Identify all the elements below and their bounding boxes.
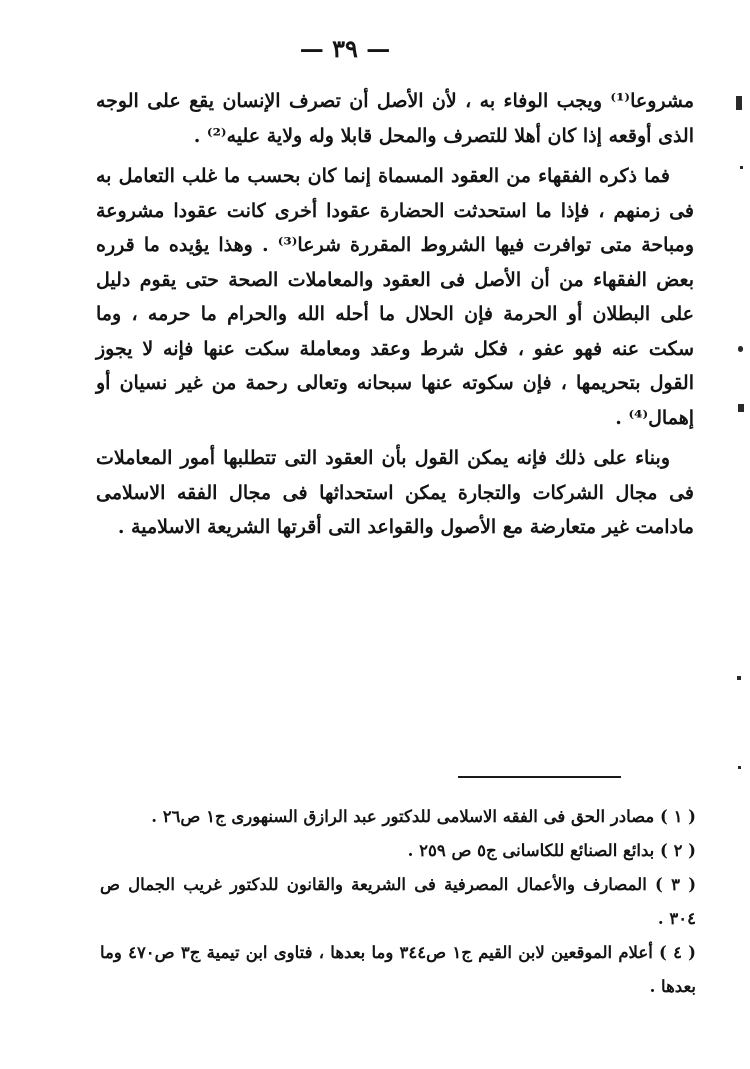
scan-mark [738, 404, 744, 412]
footnote-3: ( ٣ ) المصارف والأعمال المصرفية فى الشريعة والقانون للدكتور غريب الجمال ص ٣٠٤ . [100, 875, 696, 928]
footnote-4: ( ٤ ) أعلام الموقعين لابن القيم ج١ ص٣٤٤ وما بعدها ، فتاوى ابن تيمية ج٣ ص٤٧٠ وما بعدها . [100, 943, 696, 996]
footnote-1: ( ١ ) مصادر الحق فى الفقه الاسلامى للدكتور عبد الرازق السنهورى ج١ ص٢٦ . [151, 807, 696, 826]
scan-mark [736, 96, 742, 110]
main-text [96, 84, 694, 545]
scan-mark [738, 346, 743, 352]
scan-mark [737, 676, 741, 680]
scan-mark [738, 766, 741, 769]
footnote-separator [458, 776, 621, 778]
footnote-2: ( ٢ ) بدائع الصنائع للكاسانى ج٥ ص ٢٥٩ . [407, 841, 696, 860]
paragraph-2: فما ذكره الفقهاء من العقود المسماة إنما كان بحسب ما غلب التعامل به فى زمنهم ، فإذا ما استحدثت الحضارة عقودا أخرى كانت عقودا مشروعة ومباحة متى توافرت فيها الشروط المقررة شرعا⁽³⁾ . وهذا يؤيده ما قرره بعض الفقهاء من أن الأصل فى العقود والمعاملات الصحة حتى يقوم دليل على البطلان أو الحرمة فإن الحلال ما أحله الله والحرام ما حرمه ، وما سكت عنه فهو عفو ، فكل شرط وعقد ومعاملة سكت عنها فإنه لا يجوز القول بتحريمها ، فإن سكوته عنها سبحانه وتعالى رحمة من غير نسيان أو إهمال⁽⁴⁾ . [96, 165, 694, 429]
paragraph-3: وبناء على ذلك فإنه يمكن القول بأن العقود التى تتطلبها أمور المعاملات فى مجال الشركات والتجارة يمكن استحداثها فى مجال الفقه الاسلامى مادامت غير متعارضة مع الأصول والقواعد التى أقرتها الشريعة الاسلامية . [96, 447, 694, 538]
page-number: — ٣٩ — [299, 34, 391, 63]
scan-mark [740, 166, 743, 169]
paragraph-1: مشروعا⁽¹⁾ ويجب الوفاء به ، لأن الأصل أن تصرف الإنسان يقع على الوجه الذى أوقعه إذا كان أهلا للتصرف والمحل قابلا وله ولاية عليه⁽²⁾ . [96, 90, 694, 147]
footnotes [100, 800, 696, 1004]
